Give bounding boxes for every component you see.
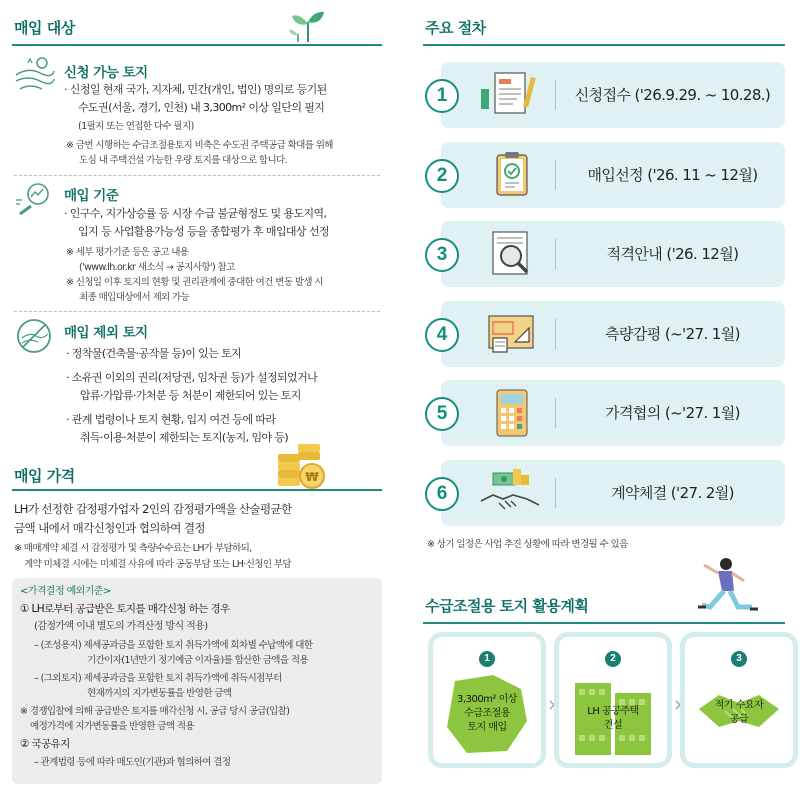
exception-dash1a: – (조성용지) 제세공과금을 포함한 토지 취득가액에 회차별 수납액에 대한: [34, 640, 313, 651]
step-label: 계약체결 ('27. 2월): [611, 484, 734, 502]
running-person-icon: [688, 555, 766, 625]
procedure-step-3: [425, 221, 785, 287]
eligible-title: 신청 가능 토지: [64, 65, 148, 81]
exception-item1: ① LH로부터 공급받은 토지를 매각신청 하는 경우: [20, 603, 230, 615]
step-label: 가격협의 (~'27. 1월): [605, 404, 740, 422]
plan-number: 1: [479, 651, 495, 667]
magnifier-landscape-icon: [14, 180, 56, 216]
plan-label-line2: 건설: [603, 720, 623, 731]
magnifier-document-icon: [475, 228, 549, 280]
procedure-step-2: [425, 142, 785, 208]
procedure-step-1: [425, 62, 785, 128]
step-label: 신청접수 ('26.9.29. ~ 10.28.): [574, 86, 771, 104]
divider: [14, 311, 380, 312]
criteria-line1: · 인구수, 지가상승률 등 시장 수급 불균형정도 및 용도지역,: [64, 207, 327, 220]
field-landscape-icon: [14, 53, 56, 93]
step-number: 5: [425, 397, 459, 431]
eligible-line1: · 신청일 현재 국가, 지자체, 민간(개인, 법인) 명의로 등기된: [64, 83, 327, 96]
criteria-note3: ※ 신청일 이후 토지의 현황 및 권리관계에 중대한 여건 변동 발생 시: [66, 277, 323, 288]
exclusion-item1: · 정착물(건축물·공작물 등)이 있는 토지: [66, 347, 242, 360]
step-label: 적격안내 ('26. 12월): [606, 245, 739, 263]
exclusion-item2b: 압류·가압류·가처분 등 처분이 제한되어 있는 토지: [80, 389, 301, 402]
exception-note2: 예정가격에 지가변동률을 반영한 금액 적용: [30, 721, 195, 732]
section-title-target: 매입 대상: [14, 19, 75, 37]
criteria-note2: ('www.lh.or.kr 새소식 → 공지사항') 참고: [79, 262, 235, 273]
plan-number: 2: [605, 651, 621, 667]
price-note2: 계약 미체결 시에는 미체결 사유에 따라 공동부담 또는 LH·신청인 부담: [24, 559, 292, 570]
procedure-step-5: [425, 380, 785, 446]
section-rule: [12, 44, 382, 46]
plan-step-1: [428, 632, 546, 768]
step-number: 4: [425, 318, 459, 352]
step-number: 1: [425, 79, 459, 113]
price-note1: ※ 매매계약 체결 시 감정평가 및 측량수수료는 LH가 부담하되,: [14, 543, 252, 554]
criteria-note1: ※ 세부 평가기준 등은 공고 내용: [66, 247, 189, 258]
exception-item1-sub: (감정가액 이내 별도의 가격산정 방식 적용): [34, 621, 208, 632]
section-rule: [12, 489, 382, 491]
exception-item2: ② 국공유지: [20, 738, 70, 750]
divider: [14, 175, 380, 176]
exception-note1: ※ 경쟁입찰에 의해 공급받은 토지를 매각신청 시, 공급 당시 공급(입찰): [20, 706, 290, 717]
eligible-note1: ※ 금번 시행하는 수급조절용토지 비축은 수도권 주택공급 확대를 위해: [66, 140, 333, 151]
plan-label-line2: 수급조절용: [464, 708, 510, 719]
eligible-line2: 수도권(서울, 경기, 인천) 내 3,300m² 이상 일단의 필지: [78, 101, 325, 114]
eligible-line3: (1필지 또는 연접한 다수 필지): [78, 121, 194, 132]
plan-step-2: [554, 632, 672, 768]
plan-label-line3: 토지 매입: [467, 722, 507, 733]
step-number: 2: [425, 159, 459, 193]
handshake-money-icon: [475, 467, 549, 519]
svg-text:₩: ₩: [305, 470, 319, 484]
plan-label-line2: 공급: [729, 714, 749, 725]
plan-number: 3: [731, 651, 747, 667]
price-line1: LH가 선정한 감정평가업자 2인의 감정평가액을 산술평균한: [14, 502, 292, 516]
price-line2: 금액 내에서 매각신청인과 협의하여 결정: [14, 521, 205, 535]
exception-dash1b: 기간이자(1년만기 정기예금 이자율)를 합산한 금액을 적용: [87, 655, 309, 666]
exception-dash3: – 관계법령 등에 따라 매도인(기관)과 협의하여 결정: [34, 757, 231, 768]
exclusion-title: 매입 제외 토지: [64, 325, 148, 341]
procedure-step-4: [425, 301, 785, 367]
section-rule: [423, 44, 785, 46]
exception-dash2b: 현재까지의 지가변동률을 반영한 금액: [87, 688, 232, 699]
criteria-line2: 입지 등 사업활용가능성 등을 종합평가 후 매입대상 선정: [78, 225, 329, 238]
plan-label-line1: LH 공공주택: [587, 706, 639, 717]
sprout-icon: [286, 8, 330, 44]
exception-header: <가격결정 예외기준>: [20, 586, 111, 597]
step-number: 3: [425, 238, 459, 272]
blueprint-ruler-icon: [475, 308, 549, 360]
section-title-price: 매입 가격: [14, 467, 75, 485]
section-title-plan: 수급조절용 토지 활용계획: [425, 597, 589, 615]
procedure-step-6: [425, 460, 785, 526]
clipboard-check-icon: [475, 149, 549, 201]
prohibited-land-icon: [14, 316, 54, 356]
plan-label-line1: 적기 수요자: [714, 700, 764, 711]
step-label: 측량감평 (~'27. 1월): [605, 325, 740, 343]
step-number: 6: [425, 477, 459, 511]
exclusion-item3a: · 관계 법령이나 토지 현황, 입지 여건 등에 따라: [66, 413, 276, 426]
eligible-note2: 도심 내 주택건설 가능한 우량 토지를 대상으로 합니다.: [79, 155, 288, 166]
calculator-icon: [475, 387, 549, 439]
criteria-title: 매입 기준: [64, 188, 119, 204]
procedure-note: ※ 상기 일정은 사업 추진 상황에 따라 변경될 수 있음: [427, 539, 628, 550]
coin-stack-icon: [274, 440, 330, 490]
exception-dash2a: – (그외토지) 제세공과금을 포함한 토지 취득가액에 취득시점부터: [34, 673, 282, 684]
section-rule: [423, 622, 785, 624]
plan-step-3: [680, 632, 798, 768]
document-pen-icon: [475, 69, 549, 121]
exclusion-item3b: 취득·이용·처분이 제한되는 토지(농지, 임야 등): [80, 431, 289, 444]
criteria-note4: 최종 매입대상에서 제외 가능: [79, 292, 190, 303]
plan-label-line1: 3,300m² 이상: [457, 694, 517, 705]
exclusion-item2a: · 소유권 이외의 권리(저당권, 임차권 등)가 설정되었거나: [66, 371, 318, 384]
step-label: 매입선정 ('26. 11 ~ 12월): [587, 166, 758, 184]
section-title-procedure: 주요 절차: [425, 19, 486, 37]
